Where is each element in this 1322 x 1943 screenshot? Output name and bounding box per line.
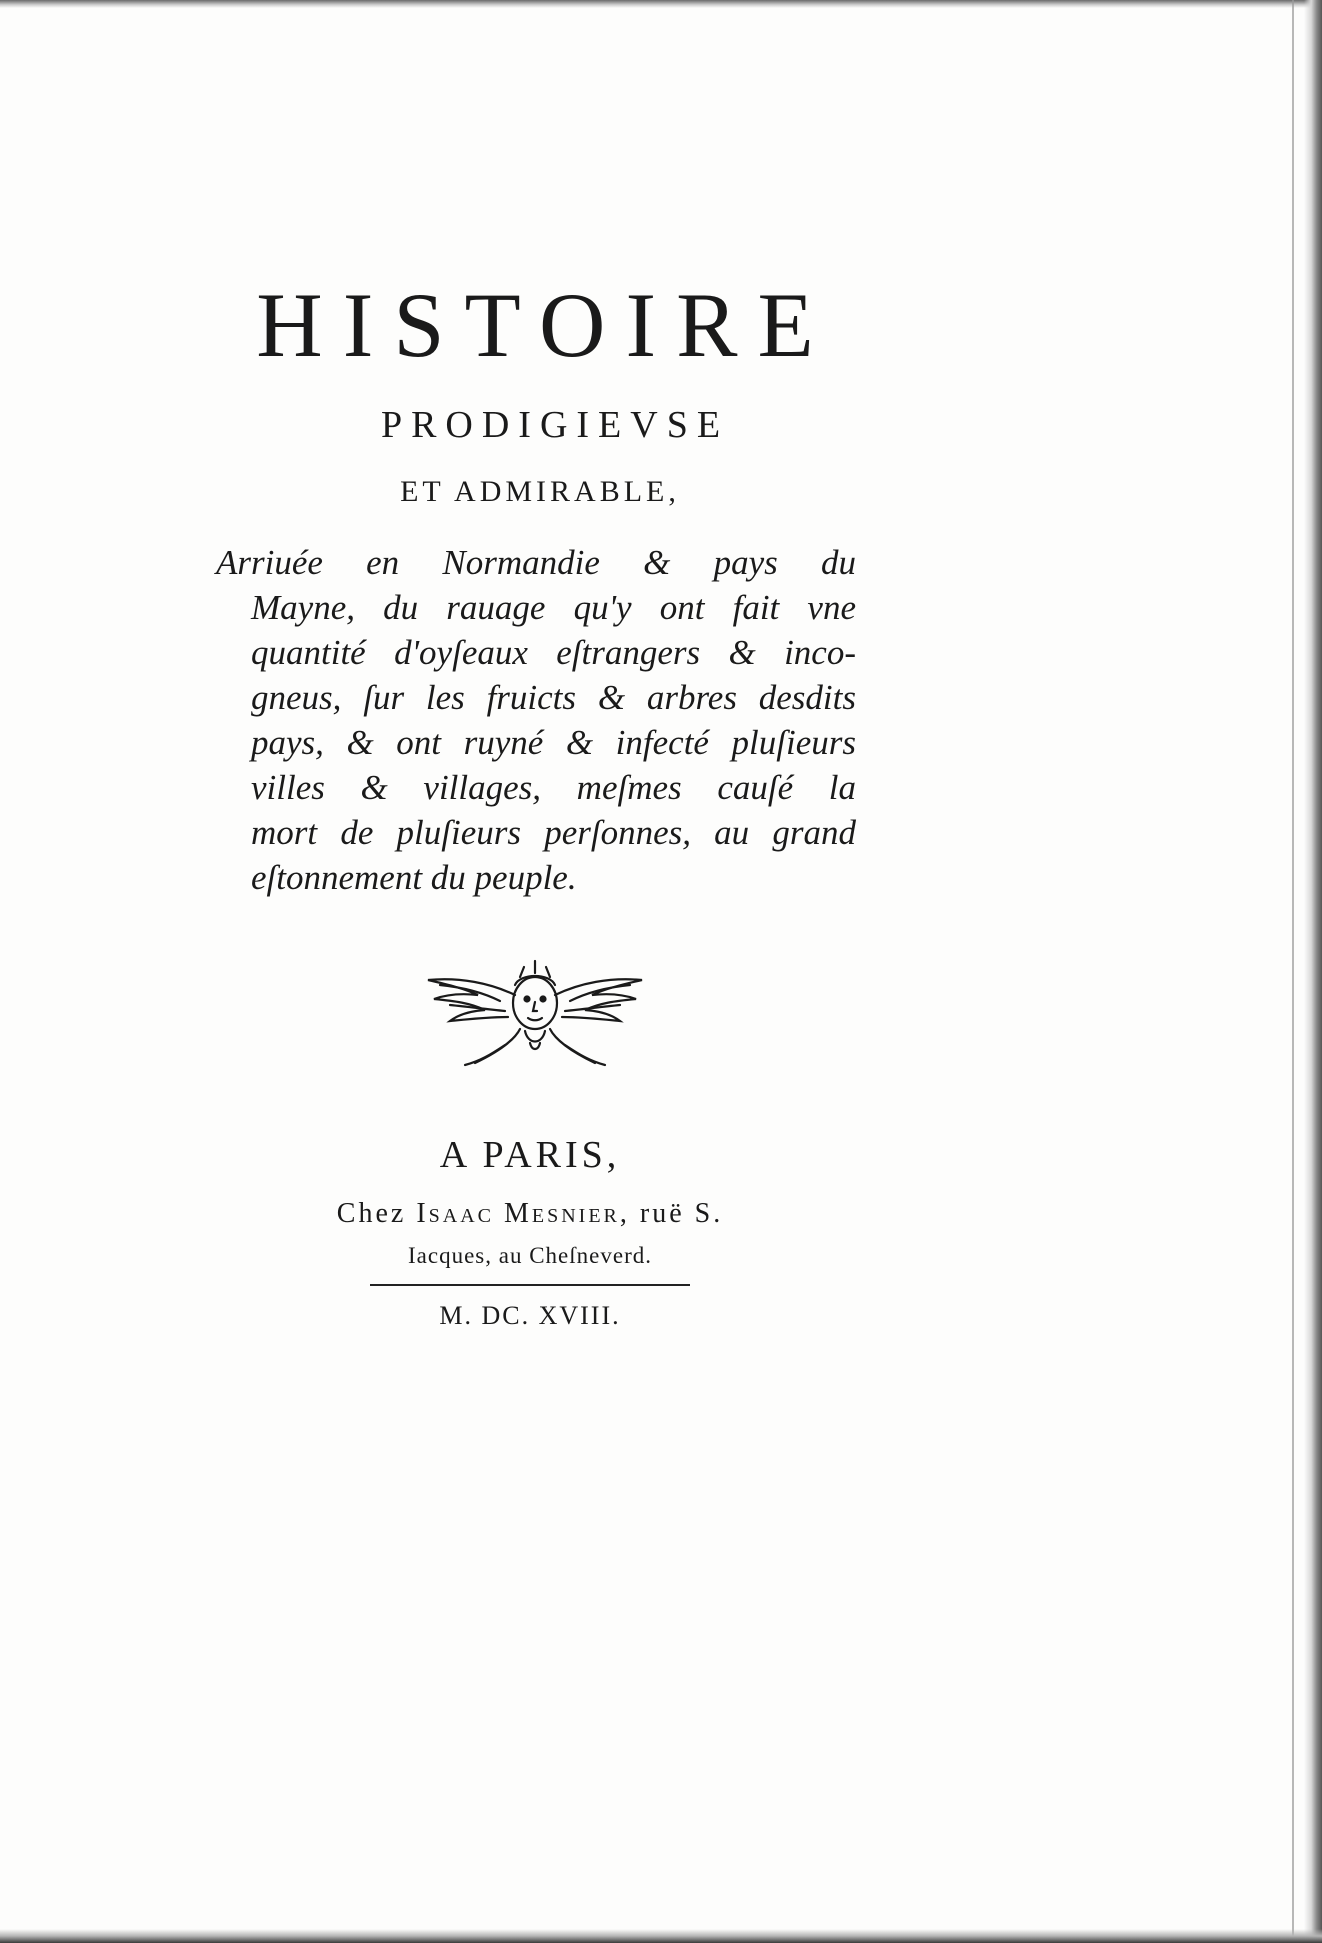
description-line: Arriuée en Normandie & pays du: [216, 543, 856, 582]
description-line: Mayne, du rauage qu'y ont fait vne: [251, 588, 856, 627]
description-line: villes & villages, meſmes cauſé la: [251, 768, 856, 807]
printer-suffix: , ruë S.: [619, 1198, 724, 1229]
imprint-printer: [270, 1196, 790, 1232]
divider-rule: [370, 1284, 690, 1286]
subtitle: PRODIGIEVSE: [380, 404, 730, 446]
title-block: [210, 270, 870, 900]
winged-cherub-head-ornament-icon: [420, 955, 650, 1075]
description-line: eſtonnement du peuple.: [251, 858, 577, 897]
imprint-year: M. DC. XVIII.: [439, 1301, 621, 1330]
scan-edge-right: [1304, 0, 1322, 1943]
scan-edge-right-line: [1292, 0, 1294, 1943]
scan-edge-top: [0, 0, 1322, 8]
imprint: [270, 1130, 790, 1334]
description-line: quantité d'oyſeaux eſtrangers & inco-: [251, 633, 856, 672]
scan-edge-bottom: [0, 1929, 1322, 1943]
description-line: gneus, ſur les fruicts & arbres desdits: [251, 678, 856, 717]
printer-prefix: Chez: [336, 1198, 407, 1229]
imprint-address: Iacques, au Cheſneverd.: [408, 1243, 652, 1268]
imprint-city: A PARIS,: [439, 1134, 621, 1176]
printer-name: Isaac Mesnier: [416, 1198, 620, 1229]
description-line: mort de pluſieurs perſonnes, au grand: [251, 813, 856, 852]
description-line: pays, & ont ruyné & infecté pluſieurs: [251, 723, 856, 762]
description: [216, 540, 856, 900]
subtitle-secondary: ET ADMIRABLE,: [400, 475, 680, 508]
main-title: HISTOIRE: [256, 274, 834, 376]
